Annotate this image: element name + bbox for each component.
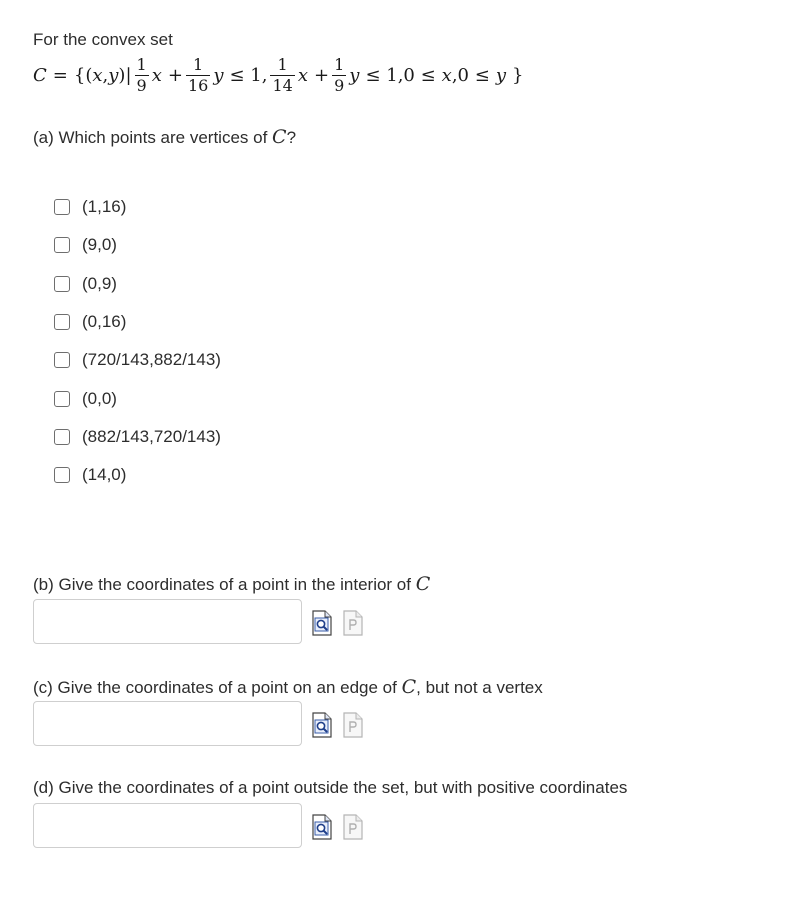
option-checkbox[interactable] xyxy=(54,314,70,330)
question-c xyxy=(33,676,543,699)
option-label: (9,0) xyxy=(82,235,117,255)
fraction-4 xyxy=(332,54,346,95)
fraction-3-denominator: 14 xyxy=(272,75,293,95)
formula-x-term-3: x xyxy=(441,64,452,86)
formula-x: x xyxy=(92,64,103,86)
option-checkbox[interactable] xyxy=(54,429,70,445)
formula-equals: = xyxy=(52,64,68,86)
fraction-3 xyxy=(270,54,294,95)
option-checkbox[interactable] xyxy=(54,199,70,215)
question-a-set: C xyxy=(272,126,287,148)
question-b-text: (b) Give the coordinates of a point in the interior of xyxy=(33,575,411,594)
vertex-option[interactable] xyxy=(54,303,221,341)
formula-x-term-2: x xyxy=(297,64,308,86)
formula-open: {( xyxy=(73,64,93,86)
question-d xyxy=(33,777,627,799)
question-a-text: (a) Which points are vertices of xyxy=(33,128,268,147)
formula-y-term-3: y xyxy=(495,64,506,86)
question-b-set: C xyxy=(415,573,431,595)
formula-leq-1: ≤ 1, xyxy=(229,64,268,86)
fraction-4-denominator: 9 xyxy=(334,75,345,95)
option-label: (882/143,720/143) xyxy=(82,426,221,446)
question-c-text: (c) Give the coordinates of a point on an edge of xyxy=(33,678,397,697)
formula-x-term-1: x xyxy=(151,64,162,86)
vertex-option[interactable] xyxy=(54,456,221,494)
fraction-2 xyxy=(186,54,210,95)
vertex-option[interactable] xyxy=(54,188,221,226)
fraction-2-numerator: 1 xyxy=(193,54,204,74)
formula-zero-leq: ,0 ≤ xyxy=(451,64,490,86)
fraction-1 xyxy=(135,54,149,95)
option-label: (1,16) xyxy=(82,197,127,217)
fraction-1-numerator: 1 xyxy=(136,54,147,74)
vertex-option[interactable] xyxy=(54,226,221,264)
fraction-2-denominator: 16 xyxy=(187,75,209,95)
option-checkbox[interactable] xyxy=(54,467,70,483)
option-checkbox[interactable] xyxy=(54,276,70,292)
preview-icon[interactable] xyxy=(311,712,333,738)
formula-close: } xyxy=(511,64,524,86)
formula-bar: )| xyxy=(118,64,132,86)
question-c-set: C xyxy=(401,676,417,698)
vertex-options-list xyxy=(54,188,221,494)
formula-leq-2: ≤ 1,0 ≤ xyxy=(365,64,436,86)
vertex-option[interactable] xyxy=(54,265,221,303)
fraction-1-denominator: 9 xyxy=(136,75,147,95)
option-label: (720/143,882/143) xyxy=(82,350,221,370)
fraction-3-numerator: 1 xyxy=(277,54,288,74)
option-label: (0,16) xyxy=(82,312,127,332)
option-checkbox[interactable] xyxy=(54,237,70,253)
formula-comma: , xyxy=(102,64,109,86)
question-a xyxy=(33,126,296,149)
vertex-option[interactable] xyxy=(54,418,221,456)
answer-b-input[interactable] xyxy=(33,599,302,644)
preview-icon[interactable] xyxy=(311,610,333,636)
option-label: (14,0) xyxy=(82,465,127,485)
answer-c-input[interactable] xyxy=(33,701,302,746)
pdf-icon[interactable] xyxy=(342,610,364,636)
formula-y: y xyxy=(108,64,119,86)
pdf-icon[interactable] xyxy=(342,712,364,738)
question-a-suffix: ? xyxy=(286,128,297,147)
pdf-icon[interactable] xyxy=(342,814,364,840)
set-definition-formula xyxy=(33,52,523,98)
formula-y-term-1: y xyxy=(213,64,224,86)
formula-set-name: C xyxy=(33,64,47,86)
vertex-option[interactable] xyxy=(54,341,221,379)
question-d-text: (d) Give the coordinates of a point outside the set, but with positive coordinates xyxy=(33,778,628,797)
vertex-option[interactable] xyxy=(54,379,221,417)
fraction-4-numerator: 1 xyxy=(334,54,345,74)
option-checkbox[interactable] xyxy=(54,352,70,368)
intro-text: For the convex set xyxy=(33,30,173,49)
answer-d-input[interactable] xyxy=(33,803,302,848)
formula-y-term-2: y xyxy=(349,64,360,86)
question-c-suffix: , but not a vertex xyxy=(416,678,543,697)
option-label: (0,0) xyxy=(82,388,117,408)
formula-plus-2: + xyxy=(313,64,330,86)
question-b xyxy=(33,573,430,596)
option-label: (0,9) xyxy=(82,273,117,293)
preview-icon[interactable] xyxy=(311,814,333,840)
formula-plus-1: + xyxy=(167,64,183,86)
option-checkbox[interactable] xyxy=(54,391,70,407)
